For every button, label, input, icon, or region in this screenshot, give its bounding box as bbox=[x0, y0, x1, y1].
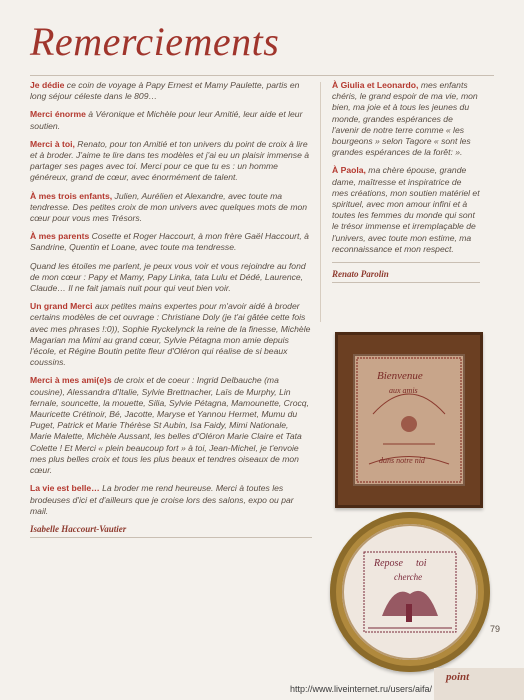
paragraph bbox=[30, 139, 312, 184]
sampler-pattern bbox=[342, 524, 478, 660]
paragraph-text: Renato, pour ton Amitié et ton univers du point de croix à lire et à broder. J'aime te lire dans tes modèles et j'ai eu un plaisir immense à partager ses pages avec toi. Merci pour ce que tu es : un homme généreux, grand de cœur, avec énormément de talent. bbox=[30, 138, 310, 183]
signature-divider bbox=[30, 537, 312, 538]
left-column bbox=[30, 80, 312, 538]
page-number: 79 bbox=[490, 624, 501, 634]
framed-sampler-square bbox=[335, 332, 483, 508]
framed-sampler-round bbox=[330, 512, 490, 672]
paragraph bbox=[30, 80, 312, 102]
paragraph-lead: Merci à mes ami(e)s bbox=[30, 375, 112, 386]
paragraph-text: aux petites mains expertes pour m'avoir aidé à broder certains modèles de cet ouvrage : Christiane Doly (je t'ai gâtée cette fois avec mes phrases !:0)), Sophie Ryckelynck la reine de la finesse, Michèle Magarian ma Mimi au grand cœur, Sylvie Pétagna mon amie depuis l'école, et Régine Boutin petite fleur d'Oléron qui réalise de si beaux coussins. bbox=[30, 301, 311, 368]
paragraph bbox=[332, 80, 480, 158]
right-signature: Renato Parolin bbox=[332, 269, 389, 280]
sampler-text: cherche bbox=[394, 572, 423, 582]
paragraph bbox=[30, 231, 312, 253]
watermark-url: http://www.liveinternet.ru/users/aifa/ bbox=[290, 684, 433, 694]
paragraph-lead: À Paola, bbox=[332, 165, 366, 176]
paragraph-text: mes enfants chéris, le grand espoir de ma vie, mon bien, ma joie et à tous les jeunes du monde, grandes espérances de l'avenir de notre terre comme « les bourgeons » selon Tagore « sont les grandes espérances de la forêt: ». bbox=[332, 80, 478, 158]
right-column bbox=[332, 80, 480, 283]
paragraph bbox=[30, 109, 312, 131]
paragraph-text: ma chère épouse, grande dame, maîtresse et inspiratrice de mes créations, mon soutien matériel et spirituel, avec mon amour infini et à toutes les femmes du monde qui sont le trésor immense et irremplaçable de l'univers, avec toute mon estime, ma reconnaissance et mon respect. bbox=[332, 165, 480, 254]
sampler-text: Repose bbox=[374, 558, 403, 569]
paragraph-text: Julien, Aurélien et Alexandre, avec toute ma tendresse. Des petites croix de mon univers avec quelques mots de mon cœur pour vous mes Trésors. bbox=[30, 190, 308, 224]
paragraph-text: La broder me rend heureuse. Merci à toutes les brodeuses d'ici et d'ailleurs que je croise lors des salons, expo ou par mail. bbox=[30, 483, 294, 516]
sampler-text: toi bbox=[416, 558, 427, 569]
sampler-text: aux amis bbox=[389, 386, 418, 395]
left-signature: Isabelle Haccourt-Vautier bbox=[30, 523, 127, 534]
paragraph-text: Quand les étoiles me parlent, je peux vous voir et vous rejoindre au fond de mon cœur : Papy et Mamy, Papy Linka, tata Lulu et Dédé, Laurence, Claude… Il ne fait jamais nuit pour qui veut bien voir. bbox=[30, 260, 306, 294]
paragraph-lead: À Giulia et Leonardo, bbox=[332, 80, 419, 90]
paragraph-text: de croix et de coeur : Ingrid Delbauche (ma cousine), Alessandra d'Italie, Sylvie Brettnacher, Laïs de Murphy, Lin fernale, souncette, la mouette, Silia, Sylvie Pétagna, Mamounette, Crocq, Mauricette Crétinoir, Bé, Jacotte, Maryse et Yannou Hermet, Mumu du Puget, Patrick et Marie Thérèse St Aubin, Isa Faidy, Mimi Nationale, Marie Malette, Michèle Aussant, les belles d'Oléron Marie Claire et Tata Colette ! Et Merci « plein beaucoup fort » à toi, Jean-Michel, je t'envoie mes plus belles croix et tous les plus beaux et tendres oiseaux de mon cœur. bbox=[30, 375, 309, 476]
paragraph-lead: À mes trois enfants, bbox=[30, 190, 113, 201]
paragraph-text: à Véronique et Michèle pour leur Amitié, leur aide et leur soutien. bbox=[30, 109, 303, 131]
paragraph-text: ce coin de voyage à Papy Ernest et Mamy Paulette, partis en long séjour céleste dans le 809… bbox=[30, 80, 300, 102]
footer-label: point bbox=[446, 671, 470, 683]
paragraph bbox=[30, 483, 312, 517]
paragraph bbox=[30, 301, 312, 368]
paragraph bbox=[30, 191, 312, 225]
signature-divider bbox=[332, 262, 480, 263]
sampler-text: dans notre nid bbox=[379, 456, 425, 465]
column-divider bbox=[320, 82, 321, 322]
paragraph-text: Cosette et Roger Haccourt, à mon frère Gaël Haccourt, à Sandrine, Quentin et Loane, avec toute ma tendresse. bbox=[30, 231, 309, 253]
sampler-text: Bienvenue bbox=[377, 370, 423, 382]
paragraph bbox=[30, 261, 312, 295]
paragraph-lead: Je dédie bbox=[30, 80, 65, 90]
title-divider bbox=[30, 75, 494, 76]
page-title: Remerciements bbox=[30, 19, 280, 64]
sampler-embroidery bbox=[342, 524, 478, 660]
sampler-embroidery bbox=[353, 354, 465, 486]
paragraph-lead: Un grand Merci bbox=[30, 301, 93, 312]
paragraph-lead: Merci à toi, bbox=[30, 138, 75, 149]
paragraph-lead: À mes parents bbox=[30, 231, 90, 242]
paragraph-lead: La vie est belle… bbox=[30, 483, 100, 494]
signature-divider bbox=[332, 282, 480, 283]
paragraph bbox=[30, 375, 312, 476]
footer-tab bbox=[434, 668, 524, 700]
paragraph-lead: Merci énorme bbox=[30, 109, 86, 120]
paragraph bbox=[332, 165, 480, 255]
